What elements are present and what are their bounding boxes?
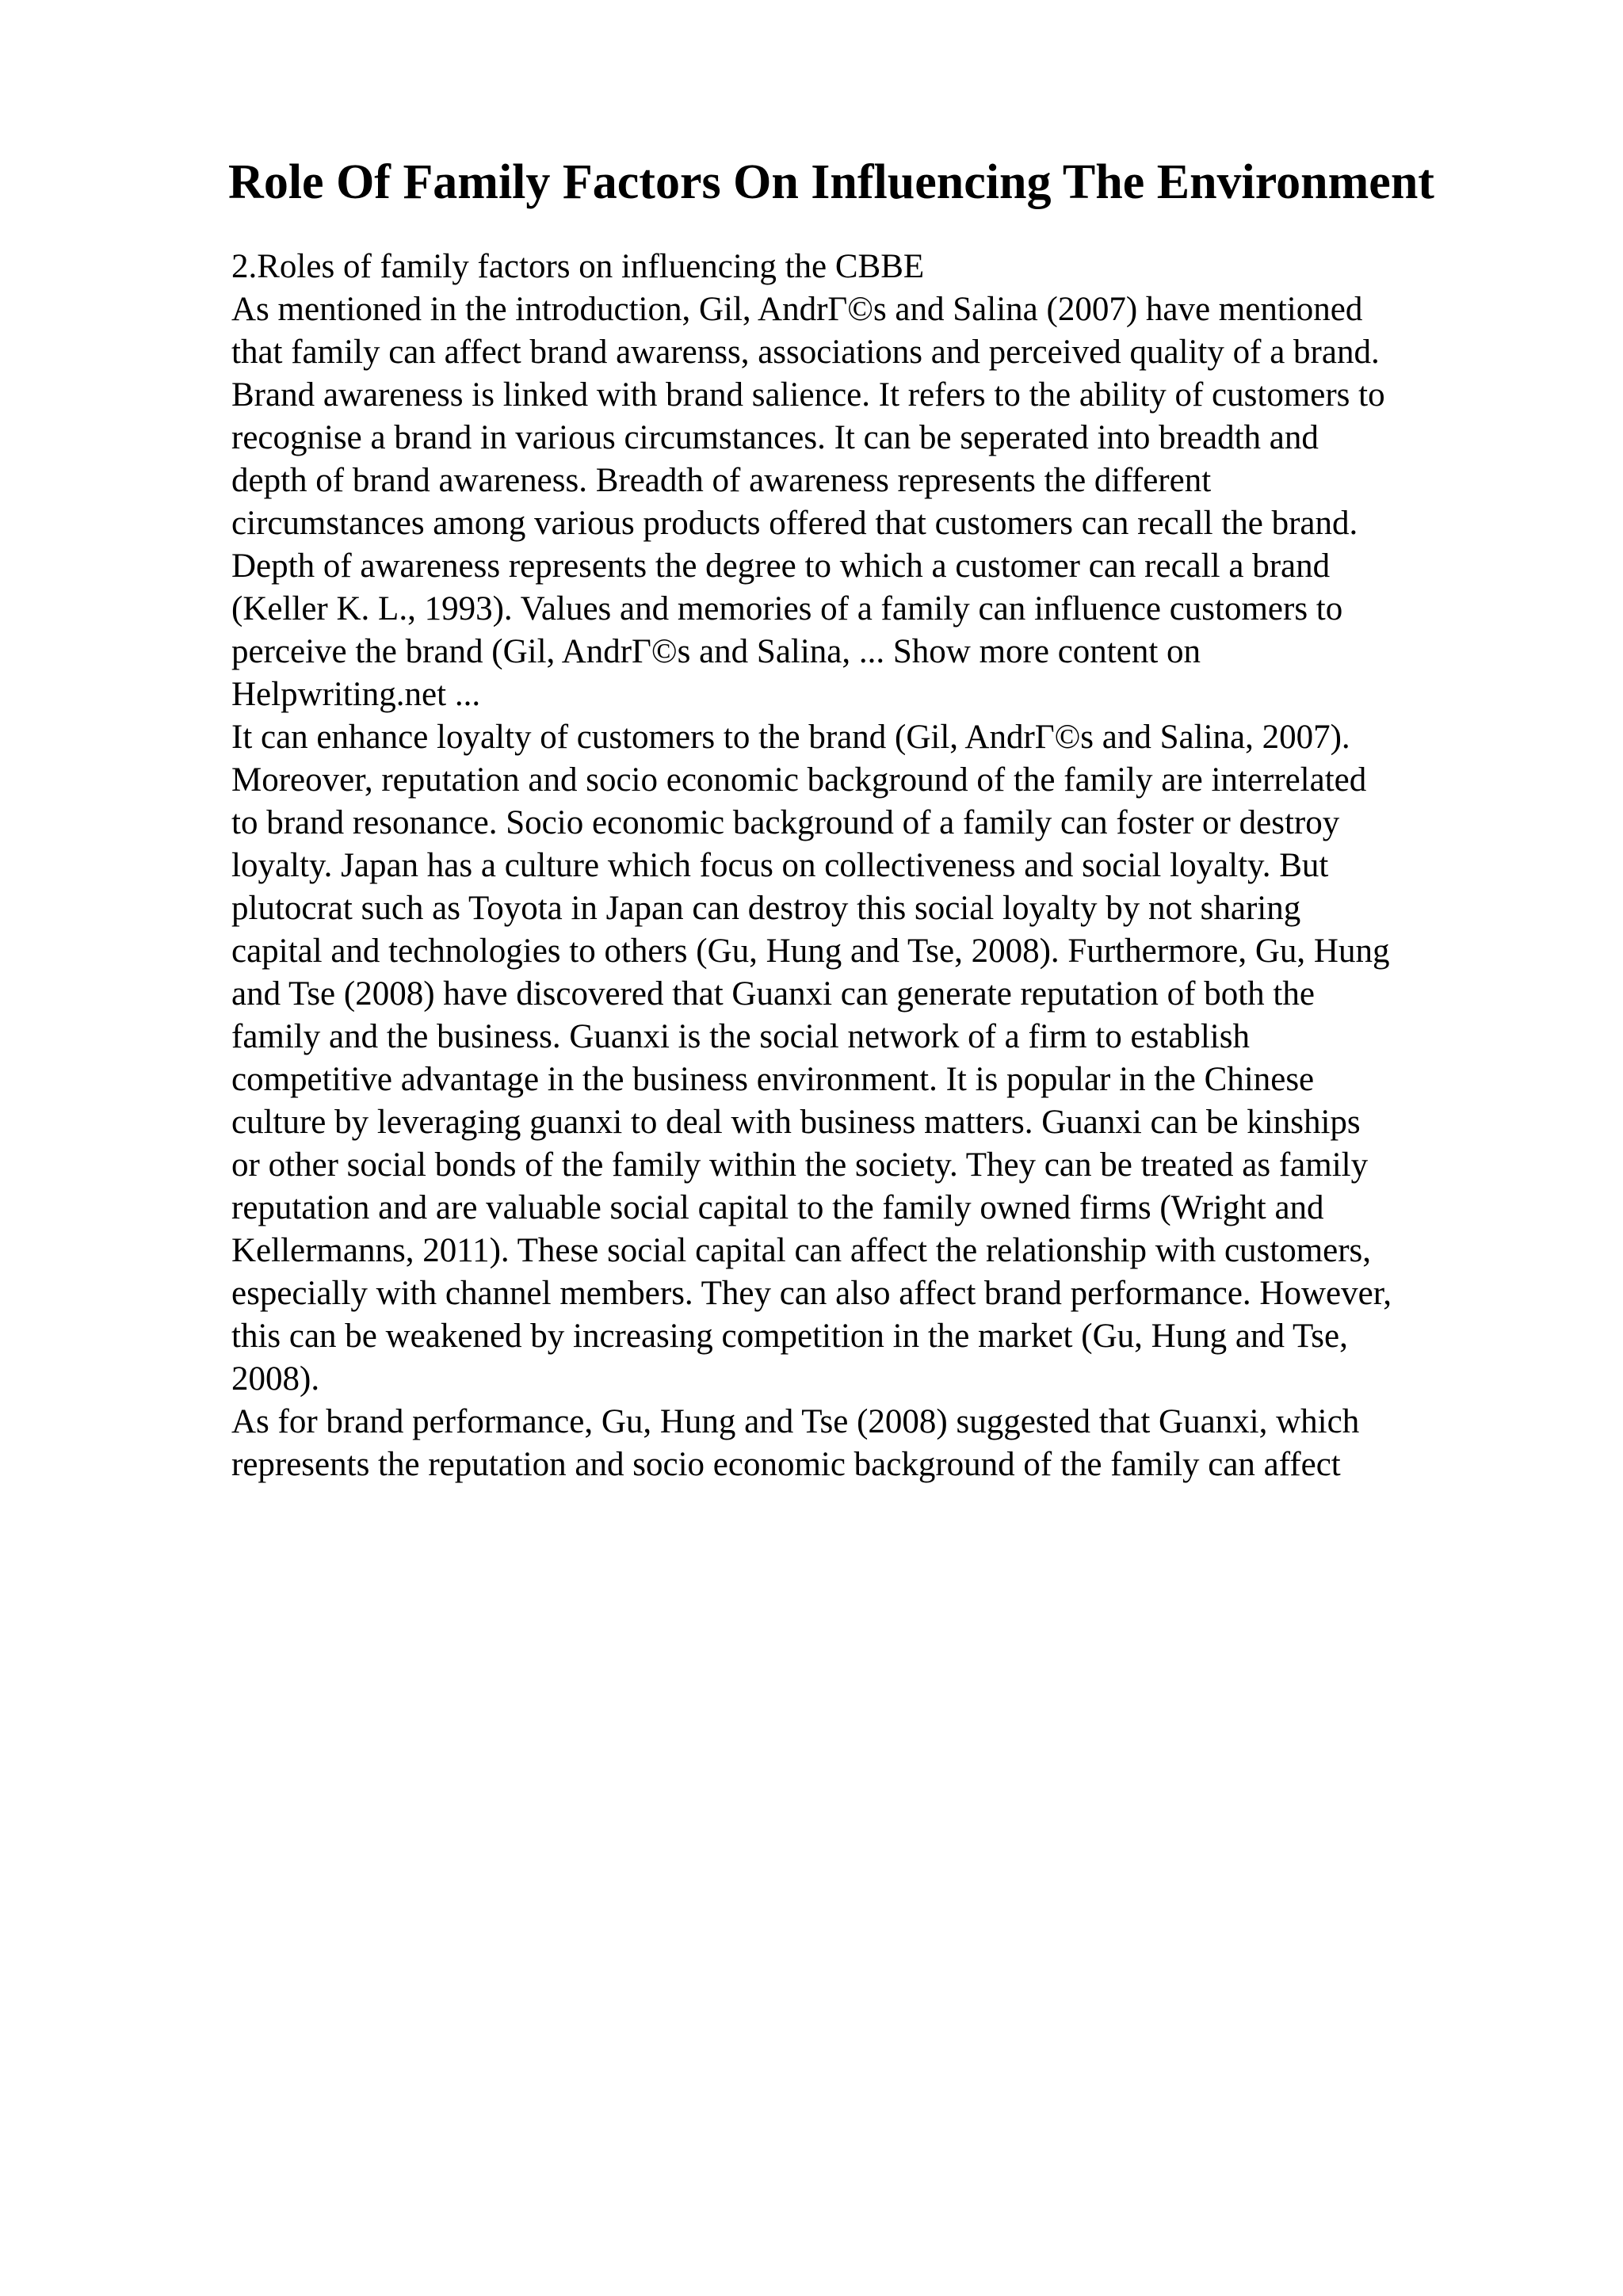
body-line: Moreover, reputation and socio economic background of the family are interrelated: [231, 761, 1367, 799]
body-line: As for brand performance, Gu, Hung and Tse (2008) suggested that Guanxi, which: [231, 1403, 1360, 1440]
body-line: reputation and are valuable social capital to the family owned firms (Wright and: [231, 1189, 1324, 1226]
document-body: [231, 246, 1515, 1486]
body-line: Depth of awareness represents the degree to which a customer can recall a brand: [231, 547, 1331, 585]
body-line: (Keller K. L., 1993). Values and memories of a family can influence customers to: [231, 590, 1343, 627]
body-line: depth of brand awareness. Breadth of awareness represents the different: [231, 462, 1212, 499]
body-line: this can be weakened by increasing competition in the market (Gu, Hung and Tse,: [231, 1318, 1348, 1355]
body-line: As mentioned in the introduction, Gil, AndrГ©s and Salina (2007) have mentioned: [231, 291, 1363, 328]
body-line: Kellermanns, 2011). These social capital can affect the relationship with customers,: [231, 1232, 1372, 1269]
body-line: 2.Roles of family factors on influencing the CBBE: [231, 248, 925, 285]
body-line: circumstances among various products offered that customers can recall the brand.: [231, 505, 1358, 542]
body-line: perceive the brand (Gil, AndrГ©s and Salina, ... Show more content on: [231, 633, 1201, 670]
body-line: competitive advantage in the business environment. It is popular in the Chinese: [231, 1061, 1315, 1098]
body-line: especially with channel members. They can also affect brand performance. However,: [231, 1275, 1392, 1312]
body-line: or other social bonds of the family within the society. They can be treated as family: [231, 1146, 1369, 1184]
body-line: loyalty. Japan has a culture which focus on collectiveness and social loyalty. But: [231, 847, 1329, 884]
body-line: culture by leveraging guanxi to deal with business matters. Guanxi can be kinships: [231, 1104, 1361, 1141]
body-line: that family can affect brand awarenss, associations and perceived quality of a brand.: [231, 334, 1380, 371]
body-line: plutocrat such as Toyota in Japan can destroy this social loyalty by not sharing: [231, 890, 1301, 927]
body-line: to brand resonance. Socio economic background of a family can foster or destroy: [231, 804, 1340, 841]
body-line: Brand awareness is linked with brand salience. It refers to the ability of customers to: [231, 376, 1385, 414]
body-line: It can enhance loyalty of customers to the brand (Gil, AndrГ©s and Salina, 2007).: [231, 719, 1350, 756]
body-line: Helpwriting.net ...: [231, 676, 481, 713]
body-line: capital and technologies to others (Gu, Hung and Tse, 2008). Furthermore, Gu, Hung: [231, 933, 1390, 970]
body-line: family and the business. Guanxi is the social network of a firm to establish: [231, 1018, 1250, 1055]
body-line: and Tse (2008) have discovered that Guanxi can generate reputation of both the: [231, 975, 1315, 1013]
body-line: 2008).: [231, 1360, 320, 1398]
document-title: Role Of Family Factors On Influencing The Environment: [228, 155, 1434, 209]
body-line: recognise a brand in various circumstances. It can be seperated into breadth and: [231, 419, 1319, 456]
body-line: represents the reputation and socio economic background of the family can affect: [231, 1446, 1341, 1483]
